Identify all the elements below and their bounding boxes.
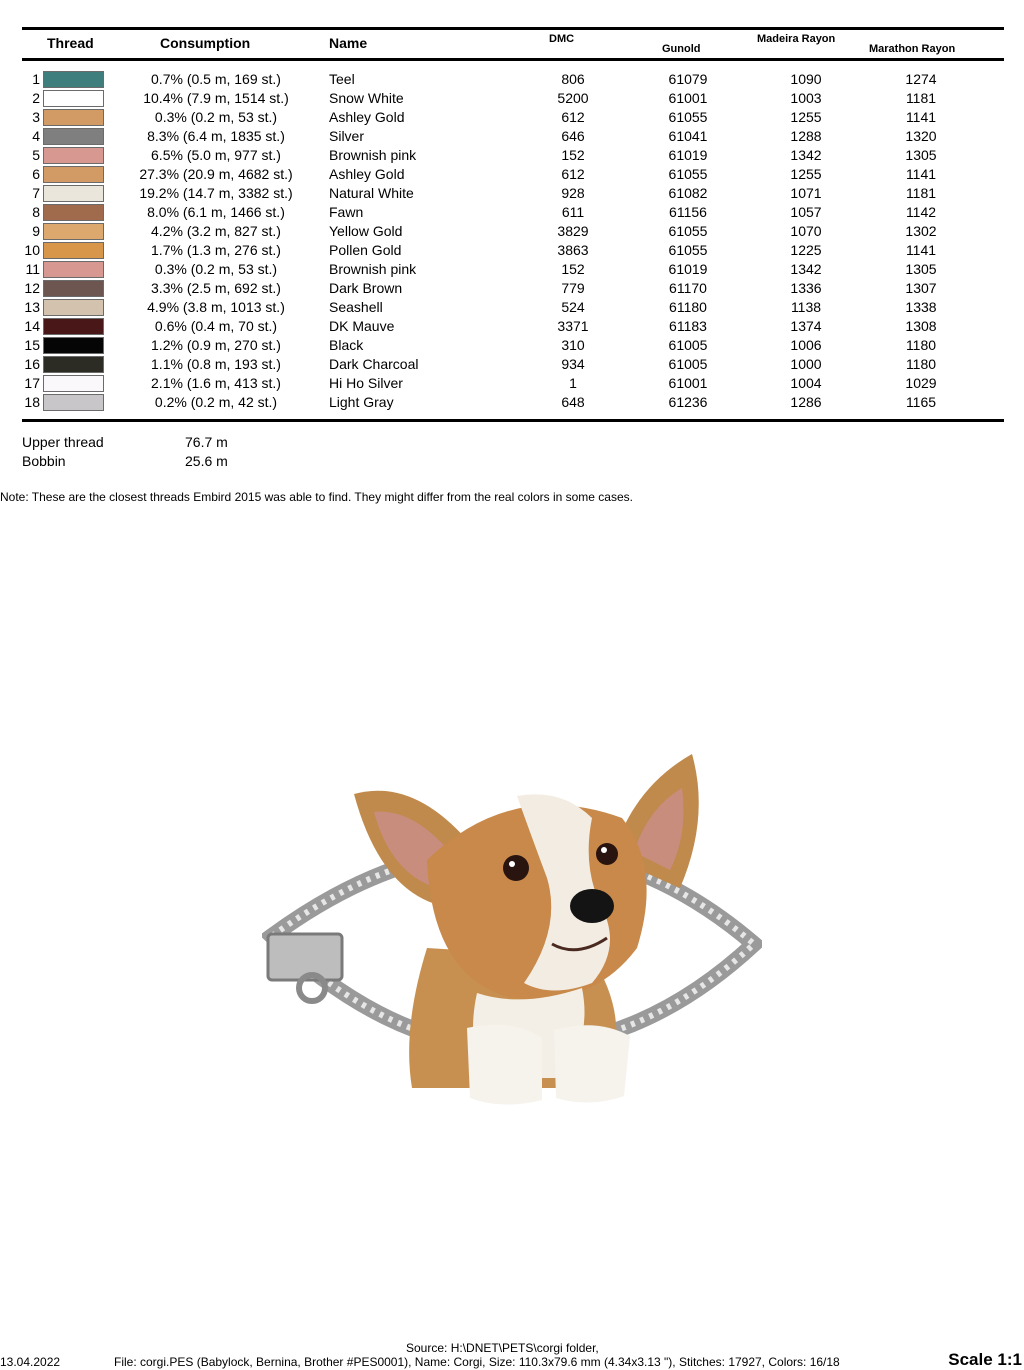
thread-dmc: 3829 (557, 223, 589, 239)
thread-color-swatch (43, 223, 104, 240)
thread-madeira: 1255 (790, 166, 822, 182)
nose (570, 889, 614, 923)
footer-source: Source: H:\DNET\PETS\corgi folder, (406, 1341, 599, 1355)
header-name: Name (329, 35, 368, 51)
thread-gunold: 61082 (668, 185, 708, 201)
thread-gunold: 61183 (669, 318, 707, 334)
table-row (0, 355, 1024, 374)
thread-color-swatch (43, 299, 104, 316)
thread-marathon: 1141 (905, 109, 937, 125)
thread-consumption: 1.7% (1.3 m, 276 st.) (151, 242, 281, 258)
thread-madeira: 1336 (790, 280, 822, 296)
thread-consumption: 1.2% (0.9 m, 270 st.) (151, 337, 281, 353)
scale-label: Scale 1:1 (948, 1350, 1022, 1369)
table-row (0, 108, 1024, 127)
table-row (0, 222, 1024, 241)
thread-color-swatch (43, 185, 104, 202)
upper-thread-value: 76.7 m (185, 434, 228, 450)
thread-dmc: 612 (561, 166, 585, 182)
thread-dmc: 612 (561, 109, 585, 125)
thread-dmc: 5200 (557, 90, 589, 106)
thread-gunold: 61156 (669, 204, 707, 220)
thread-number: 16 (24, 356, 40, 372)
thread-madeira: 1288 (790, 128, 822, 144)
table-row (0, 127, 1024, 146)
thread-marathon: 1142 (905, 204, 937, 220)
footer-file-info: File: corgi.PES (Babylock, Bernina, Brother #PES0001), Name: Corgi, Size: 110.3x79.6 mm (4.34x3.13 "), Stitches: 17927, Colors: 16/18 (114, 1355, 840, 1369)
table-row (0, 279, 1024, 298)
table-header-rule (22, 58, 1004, 61)
upper-thread-label: Upper thread (22, 434, 104, 450)
thread-marathon: 1181 (905, 185, 937, 201)
table-row (0, 393, 1024, 412)
left-paw (467, 1025, 542, 1105)
thread-color-swatch (43, 337, 104, 354)
thread-consumption: 27.3% (20.9 m, 4682 st.) (139, 166, 293, 182)
thread-marathon: 1165 (905, 394, 937, 410)
thread-name: DK Mauve (329, 318, 395, 334)
thread-marathon: 1180 (905, 337, 937, 353)
thread-name: Brownish pink (329, 147, 417, 163)
thread-dmc: 779 (561, 280, 585, 296)
thread-dmc: 611 (561, 204, 585, 220)
table-row (0, 260, 1024, 279)
thread-gunold: 61019 (668, 147, 708, 163)
table-row (0, 374, 1024, 393)
thread-color-swatch (43, 394, 104, 411)
thread-number: 7 (32, 185, 40, 201)
thread-color-swatch (43, 318, 104, 335)
thread-color-swatch (43, 356, 104, 373)
thread-number: 17 (24, 375, 40, 391)
thread-marathon: 1307 (905, 280, 937, 296)
thread-name: Silver (329, 128, 365, 144)
thread-color-swatch (43, 90, 104, 107)
table-row (0, 89, 1024, 108)
table-bottom-rule (22, 419, 1004, 422)
thread-madeira: 1006 (790, 337, 822, 353)
thread-color-swatch (43, 71, 104, 88)
table-row (0, 146, 1024, 165)
left-eye (503, 855, 529, 881)
thread-number: 4 (32, 128, 40, 144)
thread-gunold: 61005 (668, 337, 708, 353)
thread-color-swatch (43, 204, 104, 221)
thread-dmc: 152 (561, 147, 585, 163)
thread-gunold: 61055 (668, 109, 708, 125)
thread-marathon: 1305 (905, 147, 937, 163)
thread-number: 10 (24, 242, 40, 258)
thread-madeira: 1374 (790, 318, 822, 334)
thread-consumption: 4.9% (3.8 m, 1013 st.) (147, 299, 285, 315)
table-top-rule (22, 27, 1004, 30)
thread-marathon: 1305 (905, 261, 937, 277)
thread-note: Note: These are the closest threads Embird 2015 was able to find. They might differ from the real colors in some cases. (0, 490, 633, 504)
thread-name: Teel (329, 71, 355, 87)
thread-consumption: 2.1% (1.6 m, 413 st.) (151, 375, 281, 391)
thread-name: Light Gray (329, 394, 394, 410)
thread-name: Ashley Gold (329, 166, 405, 182)
thread-name: Ashley Gold (329, 109, 405, 125)
thread-consumption: 8.0% (6.1 m, 1466 st.) (147, 204, 285, 220)
right-eye (596, 843, 618, 865)
footer-date: 13.04.2022 (0, 1355, 61, 1369)
thread-color-swatch (43, 128, 104, 145)
thread-marathon: 1302 (905, 223, 937, 239)
thread-madeira: 1071 (790, 185, 822, 201)
thread-dmc: 646 (561, 128, 585, 144)
thread-consumption: 0.6% (0.4 m, 70 st.) (154, 318, 278, 334)
thread-madeira: 1342 (790, 261, 822, 277)
thread-dmc: 152 (561, 261, 585, 277)
thread-gunold: 61055 (668, 166, 708, 182)
thread-madeira: 1255 (790, 109, 822, 125)
table-row (0, 336, 1024, 355)
thread-consumption: 19.2% (14.7 m, 3382 st.) (139, 185, 293, 201)
thread-consumption: 6.5% (5.0 m, 977 st.) (151, 147, 281, 163)
thread-color-swatch (43, 280, 104, 297)
thread-gunold: 61001 (668, 90, 708, 106)
thread-marathon: 1338 (905, 299, 937, 315)
bobbin-label: Bobbin (22, 453, 66, 469)
thread-gunold: 61001 (668, 375, 708, 391)
header-marathon-rayon: Marathon Rayon (869, 43, 956, 55)
thread-name: Natural White (329, 185, 414, 201)
thread-color-swatch (43, 261, 104, 278)
thread-consumption: 4.2% (3.2 m, 827 st.) (151, 223, 281, 239)
thread-color-swatch (43, 109, 104, 126)
thread-consumption: 3.3% (2.5 m, 692 st.) (151, 280, 281, 296)
thread-name: Dark Charcoal (329, 356, 419, 372)
thread-gunold: 61005 (668, 356, 708, 372)
header-thread: Thread (47, 35, 94, 51)
thread-madeira: 1057 (790, 204, 822, 220)
table-row (0, 70, 1024, 89)
thread-gunold: 61236 (668, 394, 708, 410)
thread-madeira: 1138 (790, 299, 822, 315)
thread-number: 3 (32, 109, 40, 125)
thread-gunold: 61055 (668, 242, 708, 258)
table-row (0, 317, 1024, 336)
thread-marathon: 1274 (905, 71, 937, 87)
thread-name: Hi Ho Silver (329, 375, 403, 391)
thread-marathon: 1181 (905, 90, 937, 106)
thread-madeira: 1090 (790, 71, 822, 87)
left-eye-glint (509, 861, 515, 867)
thread-madeira: 1342 (790, 147, 822, 163)
corgi-embroidery-design (262, 748, 762, 1110)
thread-madeira: 1003 (790, 90, 822, 106)
table-row (0, 184, 1024, 203)
thread-name: Pollen Gold (329, 242, 402, 258)
header-consumption: Consumption (160, 35, 251, 51)
thread-number: 18 (24, 394, 40, 410)
thread-gunold: 61079 (668, 71, 708, 87)
thread-dmc: 934 (561, 356, 585, 372)
thread-number: 15 (24, 337, 40, 353)
table-row (0, 203, 1024, 222)
right-eye-glint (601, 847, 607, 853)
thread-number: 2 (32, 90, 40, 106)
thread-consumption: 1.1% (0.8 m, 193 st.) (151, 356, 281, 372)
thread-number: 11 (25, 261, 40, 277)
thread-name: Yellow Gold (329, 223, 403, 239)
thread-dmc: 310 (561, 337, 585, 353)
thread-number: 6 (32, 166, 40, 182)
thread-marathon: 1308 (905, 318, 937, 334)
header-dmc: DMC (549, 33, 575, 45)
right-paw (554, 1025, 630, 1102)
thread-name: Dark Brown (329, 280, 403, 296)
thread-dmc: 3863 (557, 242, 589, 258)
thread-name: Seashell (329, 299, 383, 315)
thread-madeira: 1004 (790, 375, 822, 391)
thread-dmc: 524 (561, 299, 585, 315)
thread-marathon: 1180 (905, 356, 937, 372)
thread-consumption: 0.3% (0.2 m, 53 st.) (154, 109, 278, 125)
thread-consumption: 10.4% (7.9 m, 1514 st.) (143, 90, 289, 106)
thread-consumption: 8.3% (6.4 m, 1835 st.) (147, 128, 285, 144)
thread-color-swatch (43, 242, 104, 259)
thread-color-swatch (43, 375, 104, 392)
thread-name: Black (329, 337, 364, 353)
thread-number: 9 (32, 223, 40, 239)
table-row (0, 241, 1024, 260)
thread-name: Snow White (329, 90, 404, 106)
thread-madeira: 1225 (790, 242, 822, 258)
thread-gunold: 61180 (669, 299, 707, 315)
thread-number: 5 (32, 147, 40, 163)
thread-dmc: 806 (561, 71, 585, 87)
thread-dmc: 1 (569, 375, 577, 391)
thread-consumption: 0.2% (0.2 m, 42 st.) (154, 394, 278, 410)
thread-marathon: 1141 (905, 166, 937, 182)
header-gunold: Gunold (662, 43, 701, 55)
table-row (0, 298, 1024, 317)
bobbin-value: 25.6 m (185, 453, 228, 469)
thread-color-swatch (43, 147, 104, 164)
thread-dmc: 3371 (557, 318, 589, 334)
thread-number: 1 (32, 71, 40, 87)
thread-number: 14 (24, 318, 40, 334)
thread-gunold: 61170 (669, 280, 707, 296)
thread-marathon: 1320 (905, 128, 937, 144)
thread-marathon: 1029 (905, 375, 937, 391)
thread-name: Brownish pink (329, 261, 417, 277)
thread-madeira: 1070 (790, 223, 822, 239)
thread-dmc: 648 (561, 394, 585, 410)
thread-gunold: 61019 (668, 261, 708, 277)
thread-consumption: 0.7% (0.5 m, 169 st.) (151, 71, 281, 87)
thread-gunold: 61041 (668, 128, 708, 144)
thread-marathon: 1141 (905, 242, 937, 258)
thread-number: 13 (24, 299, 40, 315)
thread-name: Fawn (329, 204, 364, 220)
thread-color-swatch (43, 166, 104, 183)
thread-dmc: 928 (561, 185, 585, 201)
thread-number: 12 (24, 280, 40, 296)
thread-madeira: 1000 (790, 356, 822, 372)
table-row (0, 165, 1024, 184)
thread-consumption: 0.3% (0.2 m, 53 st.) (154, 261, 278, 277)
thread-gunold: 61055 (668, 223, 708, 239)
thread-number: 8 (32, 204, 40, 220)
zipper-pull (268, 934, 342, 980)
header-madeira-rayon: Madeira Rayon (757, 33, 836, 45)
thread-madeira: 1286 (790, 394, 822, 410)
